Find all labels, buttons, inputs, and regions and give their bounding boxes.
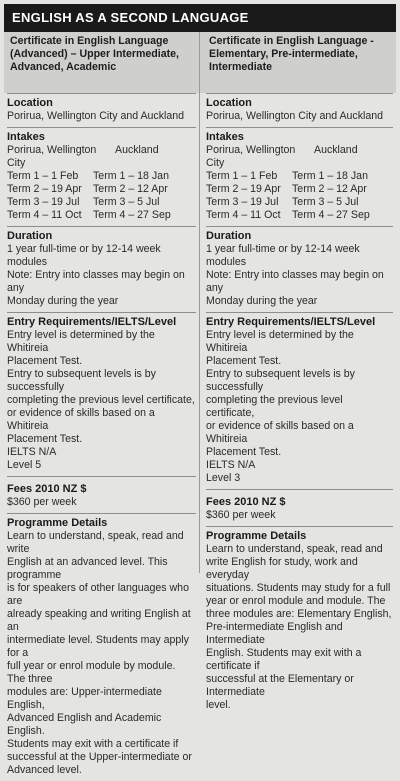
programme-line: successful at the Upper-intermediate or xyxy=(7,751,192,763)
entry-line: Level 3 xyxy=(206,472,241,484)
intake-term-porirua: Term 4 – 11 Oct xyxy=(206,209,281,221)
duration-line: Note: Entry into classes may begin on any xyxy=(7,269,185,294)
programme-line: intermediate level. Students may apply for a xyxy=(7,634,189,659)
programme-details-section xyxy=(206,526,393,716)
duration-section xyxy=(7,226,196,312)
programme-line: already speaking and writing English at an xyxy=(7,608,191,633)
duration-line: Monday during the year xyxy=(7,295,119,307)
programme-line: Learn to understand, speak, read and write xyxy=(7,530,184,555)
course-columns xyxy=(4,32,396,776)
programme-line: level. xyxy=(206,699,231,711)
programme-line: Advanced English and Academic English. xyxy=(7,712,162,737)
programme-line: modules are: Upper-intermediate English, xyxy=(7,686,162,711)
location-label: Location xyxy=(7,97,53,109)
course-column-elementary xyxy=(200,32,396,711)
page-title: ENGLISH AS A SECOND LANGUAGE xyxy=(4,4,396,32)
intake-row xyxy=(206,170,393,183)
course-heading: Certificate in English Language (Advanced) – Upper Intermediate, Advanced, Academic xyxy=(4,32,200,93)
intakes-section xyxy=(7,127,196,226)
entry-line: Entry level is determined by the Whitireia xyxy=(7,329,155,354)
duration-line: Monday during the year xyxy=(206,295,318,307)
location-text: Porirua, Wellington City and Auckland xyxy=(7,110,185,122)
intake-term-auckland: Term 2 – 12 Apr xyxy=(292,183,367,195)
intakes-header-row xyxy=(206,144,393,170)
entry-line: completing the previous level certificate, xyxy=(206,394,343,419)
intake-term-auckland: Term 2 – 12 Apr xyxy=(93,183,168,195)
entry-line: Placement Test. xyxy=(206,355,282,367)
intakes-header-left: Porirua, Wellington City xyxy=(206,144,296,169)
entry-line: completing the previous level certificate, xyxy=(7,394,195,406)
intake-term-auckland: Term 3 – 5 Jul xyxy=(93,196,160,208)
programme-line: Advanced level. xyxy=(7,764,82,776)
entry-requirements-section xyxy=(7,312,196,476)
intake-term-auckland: Term 3 – 5 Jul xyxy=(292,196,359,208)
programme-line: year or enrol module and module. The xyxy=(206,595,386,607)
intake-term-porirua: Term 2 – 19 Apr xyxy=(206,183,281,195)
intake-term-auckland: Term 1 – 18 Jan xyxy=(93,170,169,182)
fees-text: $360 per week xyxy=(206,509,276,521)
programme-line: is for speakers of other languages who are xyxy=(7,582,189,607)
intake-row xyxy=(7,170,196,183)
programme-line: Students may exit with a certificate if xyxy=(7,738,179,750)
intake-term-porirua: Term 2 – 19 Apr xyxy=(7,183,82,195)
programme-line: English at an advanced level. This programme xyxy=(7,556,168,581)
duration-label: Duration xyxy=(7,230,53,242)
entry-line: or evidence of skills based on a Whitireia xyxy=(206,420,354,445)
programme-details-label: Programme Details xyxy=(206,530,307,542)
intakes-header-left: Porirua, Wellington City xyxy=(7,144,97,169)
intake-row xyxy=(7,196,196,209)
intakes-header-right: Auckland xyxy=(115,144,159,156)
intakes-label: Intakes xyxy=(7,131,45,143)
entry-line: Entry level is determined by the Whitireia xyxy=(206,329,354,354)
fees-text: $360 per week xyxy=(7,496,77,508)
intake-term-auckland: Term 4 – 27 Sep xyxy=(93,209,171,221)
entry-line: Entry to subsequent levels is by successfully xyxy=(7,368,156,393)
intakes-section xyxy=(206,127,393,226)
course-heading: Certificate in English Language - Elementary, Pre-intermediate, Intermediate xyxy=(200,32,396,93)
entry-line: IELTS N/A xyxy=(7,446,57,458)
programme-line: three modules are: Elementary English, xyxy=(206,608,392,620)
duration-line: 1 year full-time or by 12-14 week modules xyxy=(7,243,161,268)
intake-term-porirua: Term 4 – 11 Oct xyxy=(7,209,82,221)
programme-line: write English for study, work and everyday xyxy=(206,556,358,581)
intake-row xyxy=(206,183,393,196)
entry-requirements-label: Entry Requirements/IELTS/Level xyxy=(7,316,177,328)
intake-term-porirua: Term 1 – 1 Feb xyxy=(7,170,79,182)
programme-line: successful at the Elementary or Intermediate xyxy=(206,673,354,698)
intake-term-porirua: Term 3 – 19 Jul xyxy=(7,196,80,208)
entry-requirements-section xyxy=(206,312,393,489)
location-text: Porirua, Wellington City and Auckland xyxy=(206,110,384,122)
intakes-label: Intakes xyxy=(206,131,244,143)
entry-line: Placement Test. xyxy=(7,355,83,367)
location-section xyxy=(206,93,393,127)
intake-row xyxy=(7,209,196,222)
intake-row xyxy=(206,209,393,222)
programme-line: Pre-intermediate English and Intermediate xyxy=(206,621,343,646)
intake-term-auckland: Term 1 – 18 Jan xyxy=(292,170,368,182)
duration-line: Note: Entry into classes may begin on any xyxy=(206,269,384,294)
location-section xyxy=(7,93,196,127)
intake-row xyxy=(7,183,196,196)
programme-line: English. Students may exit with a certificate if xyxy=(206,647,362,672)
fees-section xyxy=(7,476,196,513)
programme-line: situations. Students may study for a full xyxy=(206,582,391,594)
fees-label: Fees 2010 NZ $ xyxy=(206,496,286,508)
entry-line: or evidence of skills based on a Whitireia xyxy=(7,407,155,432)
intakes-header-row xyxy=(7,144,196,170)
intake-term-porirua: Term 1 – 1 Feb xyxy=(206,170,278,182)
duration-section xyxy=(206,226,393,312)
fees-section xyxy=(206,489,393,526)
duration-label: Duration xyxy=(206,230,252,242)
intake-term-auckland: Term 4 – 27 Sep xyxy=(292,209,370,221)
entry-requirements-label: Entry Requirements/IELTS/Level xyxy=(206,316,376,328)
programme-line: full year or enrol module by module. The three xyxy=(7,660,176,685)
entry-line: Level 5 xyxy=(7,459,42,471)
intakes-header-right: Auckland xyxy=(314,144,358,156)
duration-line: 1 year full-time or by 12-14 week modules xyxy=(206,243,360,268)
entry-line: Placement Test. xyxy=(206,446,282,458)
intake-row xyxy=(206,196,393,209)
entry-line: Placement Test. xyxy=(7,433,83,445)
entry-line: Entry to subsequent levels is by successfully xyxy=(206,368,355,393)
location-label: Location xyxy=(206,97,252,109)
programme-line: Learn to understand, speak, read and xyxy=(206,543,383,555)
fees-label: Fees 2010 NZ $ xyxy=(7,483,87,495)
entry-line: IELTS N/A xyxy=(206,459,256,471)
course-column-advanced xyxy=(4,32,200,776)
intake-term-porirua: Term 3 – 19 Jul xyxy=(206,196,279,208)
programme-details-label: Programme Details xyxy=(7,517,108,529)
programme-details-section xyxy=(7,513,196,781)
